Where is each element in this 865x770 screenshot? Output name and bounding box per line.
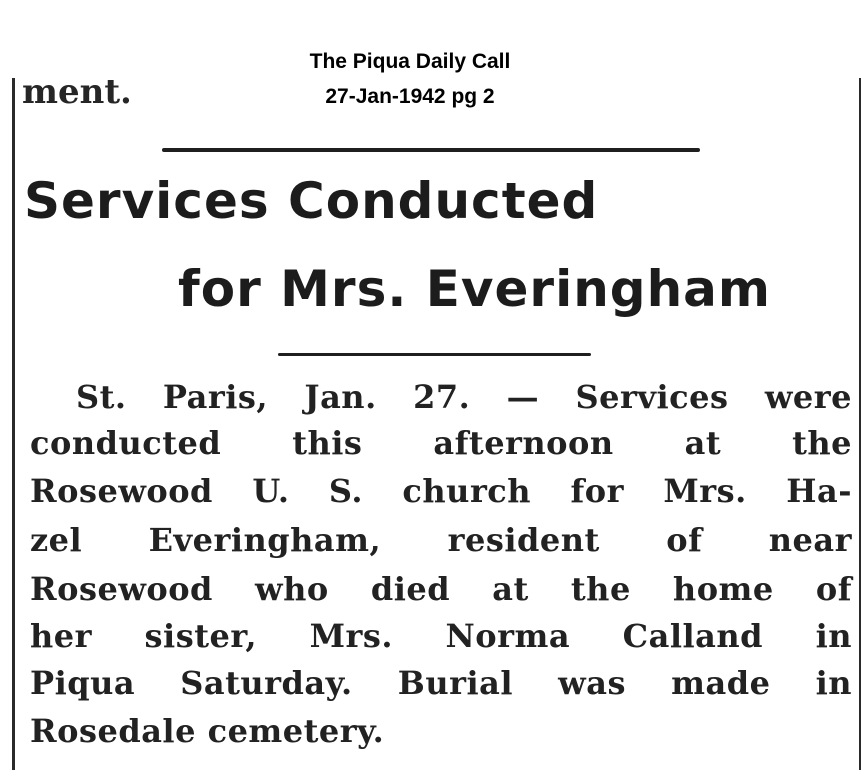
body-line-3: Rosewood U. S. church for Mrs. Ha- (30, 472, 852, 510)
body-line-4: zel Everingham, resident of near (30, 521, 852, 559)
body-line-1: St. Paris, Jan. 27. — Services were (76, 378, 852, 416)
body-line-8: Rosedale cemetery. (30, 712, 385, 750)
headline-line-1: Services Conducted (24, 172, 599, 230)
source-caption-title: The Piqua Daily Call (309, 50, 511, 73)
body-line-7: Piqua Saturday. Burial was made in (30, 664, 852, 702)
separator-rule-bottom (278, 353, 591, 356)
headline-line-2: for Mrs. Everingham (178, 260, 772, 318)
column-rule-left (12, 78, 15, 770)
body-line-6: her sister, Mrs. Norma Calland in (30, 617, 852, 655)
source-caption-date: 27-Jan-1942 pg 2 (325, 85, 495, 108)
body-line-5: Rosewood who died at the home of (30, 570, 852, 608)
body-line-2: conducted this afternoon at the (30, 424, 852, 462)
separator-rule-top (162, 148, 700, 152)
column-rule-right (859, 78, 861, 770)
previous-article-fragment: ment. (22, 72, 132, 112)
